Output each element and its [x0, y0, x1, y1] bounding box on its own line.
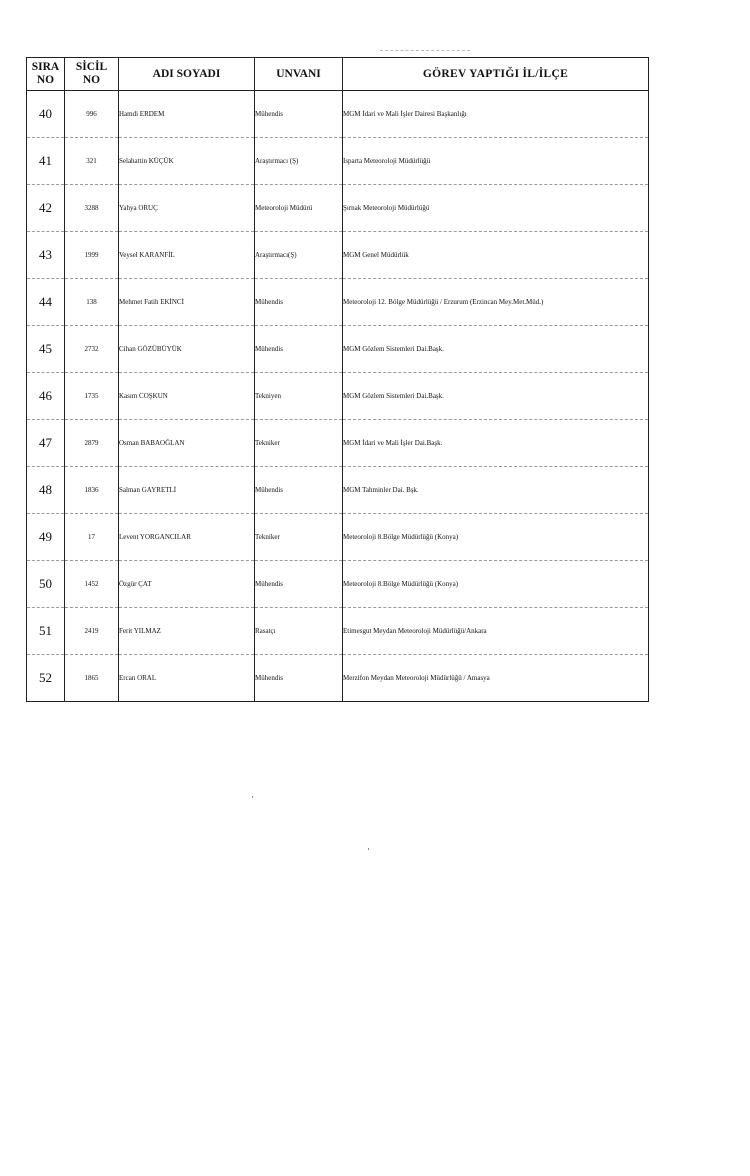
header-sira-line1: SIRA: [31, 61, 60, 73]
row-sicil-no: 2732: [65, 326, 119, 373]
row-gorev-yeri: MGM Gözlem Sistemleri Dai.Başk.: [343, 373, 649, 420]
row-unvani: Tekniker: [255, 514, 343, 561]
row-gorev-yeri: Etimesgut Meydan Meteoroloji Müdürlüğü/Ankara: [343, 608, 649, 655]
row-adi-soyadi: Yahya ORUÇ: [119, 185, 255, 232]
row-sicil-no: 17: [65, 514, 119, 561]
row-adi-soyadi: Cihan GÖZÜBÜYÜK: [119, 326, 255, 373]
table-row: [27, 232, 649, 279]
row-sira-no: 47: [27, 420, 65, 467]
row-sira-no: 45: [27, 326, 65, 373]
row-sicil-no: 1999: [65, 232, 119, 279]
row-unvani: Mühendis: [255, 91, 343, 138]
row-sira-no: 48: [27, 467, 65, 514]
row-sicil-no: 3288: [65, 185, 119, 232]
row-sicil-no: 1735: [65, 373, 119, 420]
scan-artifact-line: [380, 50, 470, 51]
scan-speck: [252, 796, 253, 798]
row-unvani: Mühendis: [255, 279, 343, 326]
row-unvani: Mühendis: [255, 467, 343, 514]
scan-speck: [368, 848, 369, 850]
row-gorev-yeri: MGM Gözlem Sistemleri Dai.Başk.: [343, 326, 649, 373]
table-row: [27, 561, 649, 608]
header-unvani: UNVANI: [255, 58, 343, 91]
row-sicil-no: 2419: [65, 608, 119, 655]
row-unvani: Tekniyen: [255, 373, 343, 420]
row-sicil-no: 1836: [65, 467, 119, 514]
row-sira-no: 49: [27, 514, 65, 561]
header-sira-no: [27, 58, 65, 91]
row-adi-soyadi: Özgür ÇAT: [119, 561, 255, 608]
row-sira-no: 40: [27, 91, 65, 138]
row-unvani: Mühendis: [255, 655, 343, 702]
row-unvani: Mühendis: [255, 326, 343, 373]
table-body: [27, 91, 649, 702]
row-unvani: Araştırmacı (Ş): [255, 138, 343, 185]
row-adi-soyadi: Ferit YILMAZ: [119, 608, 255, 655]
table-row: [27, 514, 649, 561]
table-row: [27, 420, 649, 467]
table-row: [27, 655, 649, 702]
header-sicil-line1: SİCİL: [75, 61, 108, 73]
row-adi-soyadi: Ercan ORAL: [119, 655, 255, 702]
header-adi-soyadi: ADI SOYADI: [119, 58, 255, 91]
row-sira-no: 43: [27, 232, 65, 279]
row-sicil-no: 1865: [65, 655, 119, 702]
row-sicil-no: 996: [65, 91, 119, 138]
row-adi-soyadi: Kasım COŞKUN: [119, 373, 255, 420]
row-gorev-yeri: Meteoroloji 12. Bölge Müdürlüğü / Erzurum (Erzincan Mey.Met.Müd.): [343, 279, 649, 326]
table-row: [27, 279, 649, 326]
row-sicil-no: 321: [65, 138, 119, 185]
row-unvani: Rasatçı: [255, 608, 343, 655]
row-gorev-yeri: Şırnak Meteoroloji Müdürlüğü: [343, 185, 649, 232]
header-sicil-line2: NO: [82, 74, 101, 86]
row-unvani: Tekniker: [255, 420, 343, 467]
row-sira-no: 41: [27, 138, 65, 185]
personnel-table: [26, 57, 649, 702]
header-gorev-yaptigi-il-ilce: GÖREV YAPTIĞI İL/İLÇE: [343, 58, 649, 91]
row-adi-soyadi: Selahattin KÜÇÜK: [119, 138, 255, 185]
row-adi-soyadi: Levent YORGANCILAR: [119, 514, 255, 561]
row-sira-no: 44: [27, 279, 65, 326]
row-sicil-no: 138: [65, 279, 119, 326]
table-row: [27, 608, 649, 655]
row-sicil-no: 1452: [65, 561, 119, 608]
row-unvani: Meteoroloji Müdürü: [255, 185, 343, 232]
table-row: [27, 326, 649, 373]
table-header-row: [27, 58, 649, 91]
row-sira-no: 51: [27, 608, 65, 655]
row-adi-soyadi: Mehmet Fatih EKİNCİ: [119, 279, 255, 326]
row-gorev-yeri: MGM İdari ve Mali İşler Dai.Başk.: [343, 420, 649, 467]
row-unvani: Araştırmacı(Ş): [255, 232, 343, 279]
row-gorev-yeri: MGM İdari ve Mali İşler Dairesi Başkanlığı: [343, 91, 649, 138]
row-adi-soyadi: Veysel KARANFİL: [119, 232, 255, 279]
row-unvani: Mühendis: [255, 561, 343, 608]
row-gorev-yeri: Isparta Meteoroloji Müdürlüğü: [343, 138, 649, 185]
table-row: [27, 91, 649, 138]
row-gorev-yeri: MGM Tahminler Dai. Bşk.: [343, 467, 649, 514]
row-gorev-yeri: Meteoroloji 8.Bölge Müdürlüğü (Konya): [343, 561, 649, 608]
row-adi-soyadi: Osman BABAOĞLAN: [119, 420, 255, 467]
row-gorev-yeri: Meteoroloji 8.Bölge Müdürlüğü (Konya): [343, 514, 649, 561]
row-sicil-no: 2879: [65, 420, 119, 467]
row-sira-no: 46: [27, 373, 65, 420]
row-sira-no: 50: [27, 561, 65, 608]
table-row: [27, 373, 649, 420]
row-adi-soyadi: Salman GAYRETLİ: [119, 467, 255, 514]
row-adi-soyadi: Hamdi ERDEM: [119, 91, 255, 138]
row-gorev-yeri: MGM Genel Müdürlük: [343, 232, 649, 279]
row-sira-no: 52: [27, 655, 65, 702]
header-sicil-no: [65, 58, 119, 91]
row-sira-no: 42: [27, 185, 65, 232]
row-gorev-yeri: Merzifon Meydan Meteoroloji Müdürlüğü / Amasya: [343, 655, 649, 702]
table-row: [27, 185, 649, 232]
table-row: [27, 138, 649, 185]
header-sira-line2: NO: [36, 74, 55, 86]
table-row: [27, 467, 649, 514]
